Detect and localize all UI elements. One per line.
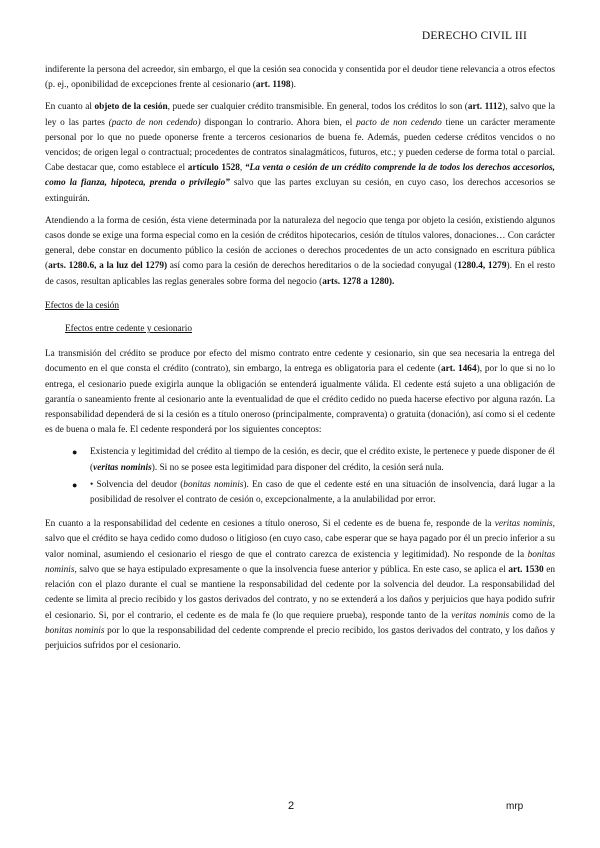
italic-term: bonitas nominis (45, 549, 555, 575)
page-number: 2 (288, 800, 295, 812)
paragraph-responsabilidad-oneroso: En cuanto a la responsabilidad del cedente en cesiones a título oneroso, Si el cedente es de buena fe, responde de la veritas nominis, salvo que el crédito se haya cedido como dudoso o litigioso (en cuyo caso, cabe esperar que se haya pagado por él un precio inferior a su valor nominal, asumiendo el cesionario el riesgo de que el contrato carezca de existencia y legitimidad). No responde de la bonitas nominis, salvo que se haya estipulado expresamente o que la insolvencia fuese anterior y pública. En este caso, se aplica el art. 1530 en relación con el plazo durante el cual se mantiene la responsabilidad del cedente por la solvencia del deudor. La responsabilidad del cedente se limita al precio recibido y los gastos derivados del contrato, y no se extenderá a los daños y perjuicios que haya podido sufrir el cesionario. Si, por el contrario, el cedente es de mala fe (lo que requiere prueba), responde tanto de la veritas nominis como de la bonitas nominis por lo que la responsabilidad del cedente comprende el precio recibido, los gastos derivados del contrato, y los daños y perjuicios sufridos por el cesionario. (45, 519, 555, 651)
document-header-title: DERECHO CIVIL III (421, 30, 527, 42)
author-initials: mrp (506, 801, 524, 812)
article-ref: art. 1198 (255, 80, 291, 91)
paragraph-forma-cesion: Atendiendo a la forma de cesión, ésta viene determinada por la naturaleza del negocio que tenga por objeto la cesión, existiendo algunos casos donde se exige una forma especial como en la cesión de créditos hipotecarios, cesión de títulos valores, donaciones… Con carácter general, debe constar en documento público la cesión de acciones o derechos procedentes de un acto consignado en escritura pública (arts. 1280.6, a la luz del 1279) así como para la cesión de derechos hereditarios o de la sociedad conyugal (1280.4, 1279). En el resto de casos, resultan aplicables las reglas generales sobre forma del negocio (arts. 1278 a 1280). (45, 215, 555, 287)
italic-term: pacto de non cedendo (356, 117, 442, 128)
italic-term: bonitas nominis (183, 479, 244, 490)
concepts-list (45, 445, 555, 508)
article-ref: art. 1464 (440, 364, 477, 375)
paragraph-transmision-credito: La transmisión del crédito se produce por efecto del mismo contrato entre cedente y cesionario, sin que sea necesaria la entrega del documento en el que consta el crédito (contrato), sin embargo, la entrega es obligatoria para el cedente (art. 1464), por lo que si no lo entrega, el cesionario puede exigirla aunque la obligación se entenderá igualmente válida. El cedente está sujeto a una obligación de garantía o saneamiento frente al cesionario ante la eventualidad de que el crédito cedido no pueda hacerse efectivo por alguna razón. La responsabilidad dependerá de si la cesión es a título oneroso (principalmente, compraventa) o gratuita (donación), así como si el cedente es de buena o mala fe. El cedente responderá por los siguientes conceptos: (45, 349, 555, 436)
article-ref: artículo 1528 (187, 163, 240, 174)
bullet-icon: ● (72, 447, 78, 458)
quoted-article-text: “La venta o cesión de un crédito comprende la de todos los derechos accesorios, como la fianza, hipoteca, prenda o privilegio” (45, 163, 555, 189)
article-ref: art. 1112 (467, 102, 503, 113)
subsection-heading-cedente-cesionario: Efectos entre cedente y cesionario (65, 324, 192, 335)
article-ref: arts. 1278 a 1280). (322, 276, 395, 287)
italic-term: bonitas nominis (45, 625, 105, 636)
italic-term: veritas nominis (451, 610, 510, 621)
article-ref: art. 1530 (508, 564, 544, 575)
paragraph-objeto-cesion: En cuanto al objeto de la cesión, puede ser cualquier crédito transmisible. En general, todos los créditos lo son (art. 1112), salvo que la ley o las partes (pacto de non cedendo) dispongan lo contrario. Ahora bien, el pacto de non cedendo tiene un carácter meramente personal por lo que no puede oponerse frente a terceros cesionarios de buena fe. Además, pueden cederse créditos vencidos o no vencidos; de origen legal o contractual; procedentes de contratos sinalagmáticos, futuros, etc.; y pueden cederse de forma total o parcial. Cabe destacar que, como establece el artículo 1528, “La venta o cesión de un crédito comprende la de todos los derechos accesorios, como la fianza, hipoteca, prenda o privilegio” salvo que las partes excluyan su cesión, en cuyo caso, los derechos accesorios se extinguirán. (45, 102, 556, 204)
italic-term: veritas nominis (494, 519, 553, 530)
list-item: ● • Solvencia del deudor (bonitas nominis). En caso de que el cedente esté en una situación de insolvencia, dará lugar a la posibilidad de resolver el contrato de cesión o, excepcionalmente, a la anulabilidad por error. (72, 479, 555, 506)
italic-term: (pacto de non cedendo) (108, 117, 201, 128)
bullet-icon: ● (72, 479, 78, 490)
document-body (45, 63, 555, 661)
bold-term: objeto de la cesión (94, 102, 168, 113)
list-item: ● Existencia y legitimidad del crédito al tiempo de la cesión, es decir, que el crédito existe, le pertenece y puede disponer de él (veritas nominis). Si no se posee esta legitimidad para disponer del crédito, la cesión será nula. (72, 447, 555, 473)
paragraph-deudor-relevancia: indiferente la persona del acreedor, sin embargo, el que la cesión sea conocida y consentida por el deudor tiene relevancia a otros efectos (p. ej., oponibilidad de excepciones frente al cesionario (art. 1198). (45, 65, 555, 91)
article-ref: arts. 1280.6, a la luz del 1279) (48, 261, 168, 272)
italic-term: veritas nominis (93, 462, 152, 473)
article-ref: 1280.4, 1279 (457, 261, 507, 272)
section-heading-efectos: Efectos de la cesión (45, 300, 120, 311)
